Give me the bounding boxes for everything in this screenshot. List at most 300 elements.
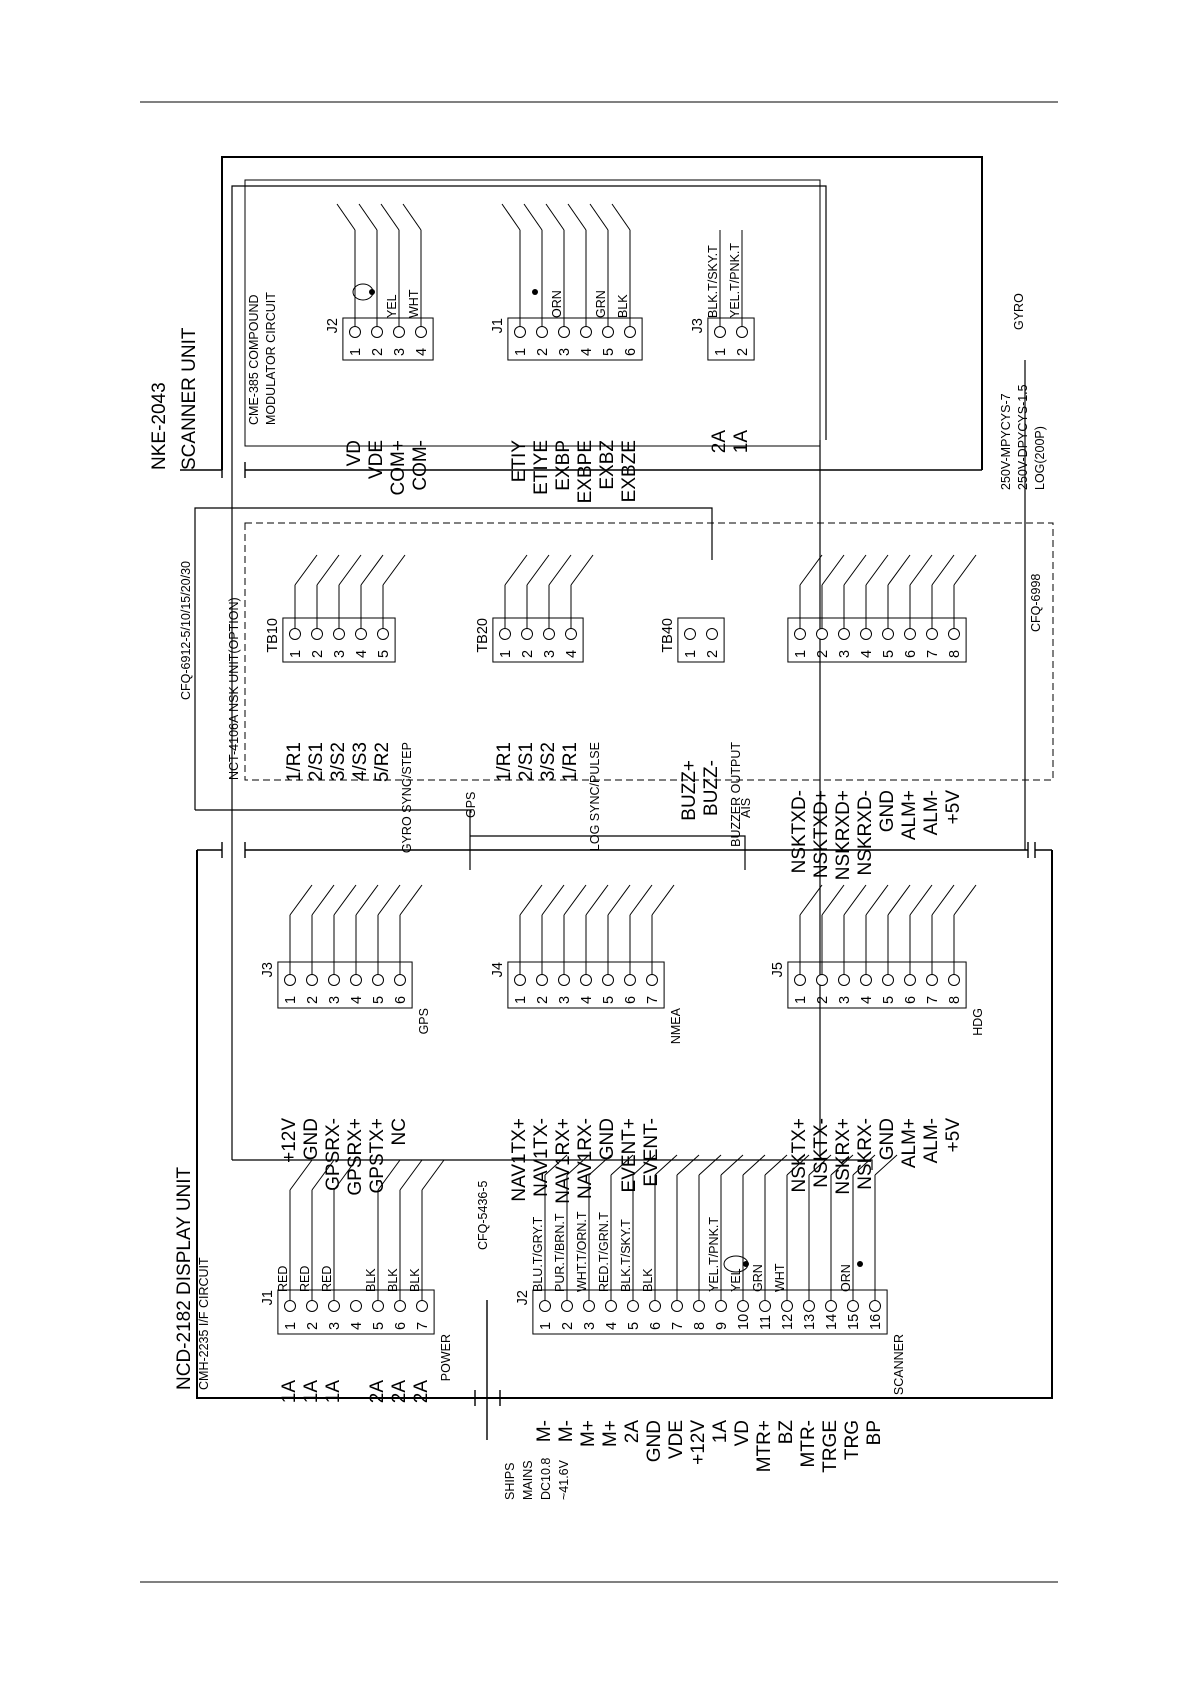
- display-j5-signal: NSKTX-: [811, 1118, 832, 1188]
- modulator-circuit-name: CME-385 COMPOUND: [247, 294, 261, 425]
- display-j2-wire-color: PUR.T/BRN.T: [553, 1213, 567, 1292]
- display-j4-signal: NAV1TX-: [531, 1118, 552, 1197]
- display-j3: [260, 885, 431, 1196]
- scanner-j1-pin-number: 2: [535, 347, 551, 356]
- nsk-tb20-terminal: [544, 629, 555, 640]
- display-j4-terminal: [647, 975, 658, 986]
- display-j5-fan: [910, 885, 932, 915]
- display-j1-terminal: [417, 1301, 428, 1312]
- nsk-tb-alarm-pin-number: 4: [859, 649, 875, 658]
- display-j2-pin-number: 11: [758, 1314, 774, 1330]
- display-j5-fan: [844, 885, 866, 915]
- display-j5-signal: +5V: [943, 1118, 964, 1153]
- display-j1-wire-color: RED: [320, 1265, 334, 1292]
- nsk-tb-alarm-signal: +5V: [943, 790, 964, 825]
- display-j2-shield-dot-2: [857, 1261, 863, 1267]
- scanner-j3-signal: 1A: [731, 430, 752, 454]
- nsk-tb-alarm-pin-number: 1: [793, 649, 809, 658]
- display-j2-wire-color: BLK: [641, 1268, 655, 1292]
- display-j4-fan: [630, 885, 652, 915]
- display-j1-wire-color: BLK: [386, 1268, 400, 1292]
- scanner-j1-terminal: [603, 327, 614, 338]
- display-j2-signal: GND: [644, 1420, 665, 1463]
- display-j1-terminal: [373, 1301, 384, 1312]
- display-j3-fan: [378, 885, 400, 915]
- scanner-j1-pin-number: 4: [579, 347, 595, 356]
- display-j3-terminal: [351, 975, 362, 986]
- scanner-j2-signal: COM+: [388, 440, 409, 496]
- nsk-tb10-terminal: [290, 629, 301, 640]
- display-j4-pin-number: 4: [579, 995, 595, 1004]
- scanner-j1-fan: [546, 204, 564, 230]
- display-j4-pin-number: 3: [557, 995, 573, 1004]
- display-j3-terminal: [307, 975, 318, 986]
- nsk-tb10-fan: [361, 555, 383, 585]
- display-j2-signal: VD: [732, 1420, 753, 1447]
- nsk-tb-alarm-signal: NSKRXD-: [855, 790, 876, 876]
- display-j2-signal: BZ: [776, 1420, 797, 1445]
- scanner-j1-fan: [590, 204, 608, 230]
- nsk-tb20-pin-number: 3: [542, 649, 558, 658]
- scanner-j2-pin-number: 4: [414, 347, 430, 356]
- scanner-j2-pin-number: 3: [392, 347, 408, 356]
- scanner-j2-terminal: [350, 327, 361, 338]
- display-j3-label: GPS: [417, 1008, 432, 1035]
- display-j2-signal: MTR-: [798, 1420, 819, 1468]
- nsk-tb-alarm-terminal: [795, 629, 806, 640]
- display-j5-terminal: [927, 975, 938, 986]
- scanner-j2-pin-number: 2: [370, 347, 386, 356]
- nsk-tb-alarm-pin-number: 7: [925, 649, 941, 658]
- nsk-tb40: [660, 618, 743, 847]
- display-j3-fan: [356, 885, 378, 915]
- scanner-j1-terminal: [581, 327, 592, 338]
- nsk-tb-alarm-terminal: [905, 629, 916, 640]
- display-j2-shield-dot: [743, 1261, 749, 1267]
- display-j4-signal: EVENT+: [619, 1118, 640, 1193]
- scanner-j3-pin-number: 2: [735, 347, 751, 356]
- scanner-j1-wire-color: GRN: [594, 290, 608, 318]
- display-j3-signal: GND: [301, 1118, 322, 1161]
- nsk-tb-alarm-pin-number: 8: [947, 649, 963, 658]
- nsk-tb-alarm-signal: NSKTXD+: [811, 790, 832, 879]
- nsk-tb40-id: TB40: [659, 618, 676, 653]
- nsk-tb10-fan: [339, 555, 361, 585]
- nsk-tb10-signal: 3/S2: [328, 742, 349, 782]
- display-j2-pin-number: 14: [824, 1313, 840, 1330]
- display-j2-signal: M+: [578, 1420, 599, 1447]
- display-j2-terminal: [870, 1301, 881, 1312]
- display-j4-terminal: [625, 975, 636, 986]
- display-j5-pin-number: 3: [837, 995, 853, 1004]
- display-j5: [770, 885, 985, 1195]
- display-j2-terminal: [540, 1301, 551, 1312]
- display-j5-pin-number: 5: [881, 995, 897, 1004]
- display-j1-pin-number: 5: [371, 1321, 387, 1330]
- display-j4-fan: [564, 885, 586, 915]
- scanner-j2-terminal: [394, 327, 405, 338]
- nsk-tb20-signal: 1/R1: [560, 742, 581, 783]
- display-j4-signal: EVENT-: [641, 1118, 662, 1187]
- display-j2-terminal: [606, 1301, 617, 1312]
- scanner-j1-fan: [568, 204, 586, 230]
- display-j1-wire-color: BLK: [364, 1268, 378, 1292]
- display-j5-pin-number: 7: [925, 995, 941, 1004]
- display-j2-terminal: [738, 1301, 749, 1312]
- scanner-j1-terminal: [537, 327, 548, 338]
- nsk-tb20-id: TB20: [474, 618, 491, 653]
- display-j1-label: POWER: [439, 1334, 454, 1382]
- scanner-j2-terminal: [416, 327, 427, 338]
- display-j2-signal: TRG: [842, 1420, 863, 1461]
- scanner-j3-pin-number: 1: [713, 347, 729, 356]
- gps-cable-label: GPS: [464, 791, 478, 818]
- display-j1-wire-color: RED: [298, 1265, 312, 1292]
- nsk-tb-alarm-fan: [822, 555, 844, 585]
- display-j2-wire-color: BLK.T/SKY.T: [619, 1219, 633, 1292]
- scanner-cable-label: CFQ-6912-5/10/15/20/30: [179, 561, 193, 700]
- display-j2-terminal: [782, 1301, 793, 1312]
- nsk-tb10-terminal: [312, 629, 323, 640]
- display-j5-pin-number: 4: [859, 995, 875, 1004]
- display-j2-pin-number: 5: [626, 1321, 642, 1330]
- nsk-tb10-pin-number: 2: [310, 649, 326, 658]
- scanner-j1-signal: EXBP: [553, 440, 574, 491]
- nsk-tb20-signal: 1/R1: [494, 742, 515, 783]
- nsk-tb-alarm-terminal: [817, 629, 828, 640]
- ais-link: [470, 836, 745, 870]
- display-j5-signal: NSKTX+: [789, 1118, 810, 1193]
- scanner-j1-wire-color: ORN: [550, 290, 564, 318]
- display-j5-terminal: [861, 975, 872, 986]
- display-j5-pin-number: 1: [793, 995, 809, 1004]
- display-j1-signal: 1A: [323, 1380, 344, 1404]
- nsk-tb10-pin-number: 3: [332, 649, 348, 658]
- scanner-j2-id: J2: [324, 318, 341, 334]
- nsk-tb10-pin-number: 4: [354, 649, 370, 658]
- display-j3-pin-number: 6: [393, 995, 409, 1004]
- scanner-j2-fan: [403, 204, 421, 230]
- scanner-j1-shield-dot: [532, 289, 538, 295]
- display-j3-terminal: [285, 975, 296, 986]
- nsk-tb10: [265, 555, 414, 853]
- display-j1-signal: 1A: [279, 1380, 300, 1404]
- scanner-unit-model: NKE-2043: [149, 382, 170, 470]
- nsk-tb40-terminal: [685, 629, 696, 640]
- display-j2-terminal: [628, 1301, 639, 1312]
- display-j2-wire-color: YEL.T/PNK.T: [707, 1216, 721, 1292]
- display-j3-signal: +12V: [279, 1118, 300, 1163]
- display-j5-label: HDG: [971, 1008, 986, 1036]
- nsk-tb10-fan: [383, 555, 405, 585]
- scanner-j3-signal: 2A: [709, 430, 730, 454]
- scanner-j3-id: J3: [689, 318, 706, 334]
- nsk-tb10-signal: 5/R2: [372, 742, 393, 783]
- display-j4-terminal: [559, 975, 570, 986]
- display-j3-pin-number: 3: [327, 995, 343, 1004]
- nsk-cable-label: CFQ-6998: [1029, 573, 1043, 632]
- nsk-tb20-signal: 2/S1: [516, 742, 537, 782]
- display-j2-pin-number: 12: [780, 1313, 796, 1330]
- scanner-j1-terminal: [559, 327, 570, 338]
- scanner-j2-fan: [359, 204, 377, 230]
- scanner-j1-id: J1: [489, 318, 506, 334]
- display-j5-terminal: [905, 975, 916, 986]
- scanner-j1-pin-number: 3: [557, 347, 573, 356]
- scanner-j1: [490, 204, 642, 503]
- nsk-tb-alarm-terminal: [839, 629, 850, 640]
- nsk-tb-alarm-fan: [954, 555, 976, 585]
- display-j2-wire-color: WHT: [773, 1263, 787, 1292]
- display-j5-pin-number: 8: [947, 995, 963, 1004]
- nsk-tb-alarm-fan: [910, 555, 932, 585]
- display-j4-pin-number: 5: [601, 995, 617, 1004]
- display-j2-wire-color: RED.T/GRN.T: [597, 1212, 611, 1292]
- nsk-tb40-terminal: [707, 629, 718, 640]
- display-j2-fan: [743, 1155, 765, 1175]
- display-j3-signal: GPSTX+: [367, 1118, 388, 1194]
- display-j2-pin-number: 1: [538, 1321, 554, 1330]
- display-j5-pin-number: 2: [815, 995, 831, 1004]
- display-j2-terminal: [760, 1301, 771, 1312]
- scanner-j2: [325, 204, 433, 495]
- nsk-tb-alarm-pin-number: 2: [815, 649, 831, 658]
- nsk-tb-alarm-signal: NSKTXD-: [789, 790, 810, 874]
- nsk-tb10-fan: [295, 555, 317, 585]
- display-j2-wire-color: YEL: [729, 1268, 743, 1292]
- scanner-j1-signal: EXBZE: [619, 440, 640, 503]
- display-j3-signal: GPSRX+: [345, 1118, 366, 1196]
- display-j4-pin-number: 7: [645, 995, 661, 1004]
- nsk-tb-alarm-fan: [800, 555, 822, 585]
- display-j2-terminal: [804, 1301, 815, 1312]
- nsk-tb-alarm-fan: [888, 555, 910, 585]
- nsk-tb20: [475, 555, 602, 851]
- scanner-unit-title: SCANNER UNIT: [179, 327, 200, 470]
- display-j5-signal: GND: [877, 1118, 898, 1161]
- display-j2-fan: [677, 1155, 699, 1175]
- display-j3-pin-number: 2: [305, 995, 321, 1004]
- display-j1-terminal: [285, 1301, 296, 1312]
- display-j1-wire-color: BLK: [408, 1268, 422, 1292]
- display-j2-fan: [765, 1155, 787, 1175]
- nsk-tb20-fan: [505, 555, 527, 585]
- display-j2-terminal: [584, 1301, 595, 1312]
- display-j1-wire-color: RED: [276, 1265, 290, 1292]
- nsk-tb40-signal: BUZZ+: [679, 760, 700, 821]
- scanner-j1-fan: [612, 204, 630, 230]
- display-j2-signal: M-: [556, 1420, 577, 1443]
- display-j4-pin-number: 2: [535, 995, 551, 1004]
- display-j1-fan: [290, 1160, 312, 1190]
- display-unit-circuit: CMH-2235 I/F CIRCUIT: [197, 1257, 211, 1390]
- display-j2-terminal: [826, 1301, 837, 1312]
- nsk-tb20-pin-number: 2: [520, 649, 536, 658]
- display-j5-terminal: [795, 975, 806, 986]
- nsk-tb-alarm-fan: [866, 555, 888, 585]
- display-j5-fan: [800, 885, 822, 915]
- display-j2-terminal: [650, 1301, 661, 1312]
- display-j1-signal: 2A: [367, 1380, 388, 1404]
- scanner-j1-pin-number: 1: [513, 347, 529, 356]
- display-j5-fan: [954, 885, 976, 915]
- nsk-tb40-signal: BUZZ-: [701, 760, 722, 816]
- display-j4-terminal: [603, 975, 614, 986]
- nsk-unit-title: NCT-4106A NSK UNIT(OPTION): [227, 597, 241, 780]
- display-j4-pin-number: 1: [513, 995, 529, 1004]
- display-j3-signal: GPSRX-: [323, 1118, 344, 1191]
- scanner-j3-wire-color: BLK.T/SKY.T: [706, 245, 720, 318]
- scanner-j2-wire-color: YEL: [385, 294, 399, 318]
- scanner-j3-terminal: [737, 327, 748, 338]
- nsk-tb10-pin-number: 1: [288, 649, 304, 658]
- display-j4-signal: NAV1RX-: [575, 1118, 596, 1199]
- gyro-cable-label-1: 250V-MPYCYS-7: [999, 393, 1013, 490]
- scanner-j3-wire-color: YEL.T/PNK.T: [728, 242, 742, 318]
- display-j1-id: J1: [259, 1290, 276, 1306]
- display-j5-terminal: [883, 975, 894, 986]
- scanner-j2-signal: COM-: [410, 440, 431, 491]
- ships-mains-label: DC10.8: [539, 1457, 553, 1500]
- display-j4-fan: [542, 885, 564, 915]
- display-j2-signal: BP: [864, 1420, 885, 1446]
- scanner-j3: [690, 230, 754, 453]
- display-j2-pin-number: 16: [868, 1313, 884, 1330]
- nsk-tb-alarm-signal: ALM+: [899, 790, 920, 841]
- display-j2-pin-number: 15: [846, 1313, 862, 1330]
- display-j2-signal: VDE: [666, 1420, 687, 1460]
- display-j1-pin-number: 3: [327, 1321, 343, 1330]
- display-j3-fan: [312, 885, 334, 915]
- display-j2-pin-number: 10: [736, 1313, 752, 1330]
- display-j1-signal: 2A: [411, 1380, 432, 1404]
- scanner-j2-signal: VD: [344, 440, 365, 467]
- mains-entry: [475, 1300, 500, 1440]
- display-j1-signal: 2A: [389, 1380, 410, 1404]
- gyro-cable-label-2: 250V-DPYCYS-1.5: [1016, 384, 1030, 490]
- display-j2-pin-number: 2: [560, 1321, 576, 1330]
- nsk-tb-alarm-pin-number: 6: [903, 649, 919, 658]
- scanner-j1-terminal: [515, 327, 526, 338]
- nsk-tb-alarm-signal: NSKRXD+: [833, 790, 854, 881]
- nsk-tb20-signal: 3/S2: [538, 742, 559, 782]
- nsk-tb10-signal: 2/S1: [306, 742, 327, 782]
- display-j4-fan: [520, 885, 542, 915]
- scanner-cable-route: [232, 440, 872, 1170]
- display-j4-fan: [586, 885, 608, 915]
- display-j1-terminal: [307, 1301, 318, 1312]
- gps-link: [195, 508, 712, 870]
- display-j1-fan: [422, 1160, 444, 1190]
- display-j2-signal: M-: [534, 1420, 555, 1443]
- display-j2-terminal: [672, 1301, 683, 1312]
- display-j5-id: J5: [769, 962, 786, 978]
- nsk-tb20-terminal: [522, 629, 533, 640]
- display-j5-terminal: [839, 975, 850, 986]
- nsk-tb-alarm-pin-number: 3: [837, 649, 853, 658]
- display-j2-terminal: [694, 1301, 705, 1312]
- scanner-j2-pin-number: 1: [348, 347, 364, 356]
- scanner-j1-pin-number: 6: [623, 347, 639, 356]
- display-j4-label: NMEA: [669, 1008, 684, 1045]
- display-j2-wire-color: BLU.T/GRY.T: [531, 1216, 545, 1292]
- display-j3-signal: NC: [389, 1118, 410, 1146]
- scanner-j1-signal: ETIYE: [531, 440, 552, 495]
- nsk-tb20-label: LOG SYNC/PULSE: [588, 742, 603, 852]
- scanner-j1-pin-number: 5: [601, 347, 617, 356]
- nsk-tb20-fan: [527, 555, 549, 585]
- display-j4-pin-number: 6: [623, 995, 639, 1004]
- scanner-j1-wire-color: BLK: [616, 294, 630, 318]
- nsk-tb10-signal: 1/R1: [284, 742, 305, 783]
- gyro-label: GYRO: [1012, 293, 1026, 330]
- power-cable-label: CFQ-5436-5: [476, 1180, 490, 1250]
- display-j5-signal: ALM-: [921, 1118, 942, 1164]
- display-j3-fan: [290, 885, 312, 915]
- nsk-tb40-pin-number: 2: [705, 649, 721, 658]
- display-j2-id: J2: [514, 1290, 531, 1306]
- display-j2-signal: 1A: [710, 1420, 731, 1444]
- display-j2-terminal: [716, 1301, 727, 1312]
- display-unit-top-line: [197, 842, 1052, 858]
- display-j5-fan: [932, 885, 954, 915]
- nsk-tb10-terminal: [356, 629, 367, 640]
- nsk-tb40-label: BUZZER OUTPUT: [729, 742, 744, 847]
- display-j2-label: SCANNER: [892, 1334, 907, 1396]
- display-j2-pin-number: 3: [582, 1321, 598, 1330]
- modulator-circuit-name-2: MODULATOR CIRCUIT: [264, 292, 278, 425]
- display-j2-pin-number: 6: [648, 1321, 664, 1330]
- display-j5-signal: NSKRX+: [833, 1118, 854, 1195]
- nsk-tb10-terminal: [334, 629, 345, 640]
- scanner-j3-terminal: [715, 327, 726, 338]
- nsk-tb10-fan: [317, 555, 339, 585]
- nsk-tb10-signal: 4/S3: [350, 742, 371, 782]
- nsk-tb20-terminal: [500, 629, 511, 640]
- display-j1-pin-number: 1: [283, 1321, 299, 1330]
- display-unit-title: NCD-2182 DISPLAY UNIT: [174, 1166, 195, 1390]
- display-j5-pin-number: 6: [903, 995, 919, 1004]
- display-j4-fan: [652, 885, 674, 915]
- display-j1-terminal: [329, 1301, 340, 1312]
- nsk-tb-alarm-fan: [932, 555, 954, 585]
- nsk-tb10-pin-number: 5: [376, 649, 392, 658]
- nsk-tb10-terminal: [378, 629, 389, 640]
- nsk-tb-alarm-terminal: [949, 629, 960, 640]
- display-j2-signal: M+: [600, 1420, 621, 1447]
- display-j3-id: J3: [259, 962, 276, 978]
- display-j4-terminal: [515, 975, 526, 986]
- display-j5-signal: NSKRX-: [855, 1118, 876, 1190]
- display-j2-pin-number: 7: [670, 1321, 686, 1330]
- display-j3-pin-number: 5: [371, 995, 387, 1004]
- scanner-j1-signal: EXBZ: [597, 440, 618, 490]
- nsk-tb10-id: TB10: [264, 618, 281, 653]
- scanner-j1-signal: ETIY: [509, 440, 530, 483]
- display-j1-pin-number: 7: [415, 1321, 431, 1330]
- display-j2-pin-number: 13: [802, 1313, 818, 1330]
- display-j3-terminal: [373, 975, 384, 986]
- display-j2-wire-color: WHT.T/ORN.T: [575, 1211, 589, 1292]
- display-j2-pin-number: 4: [604, 1321, 620, 1330]
- log-cable-label: LOG(200P): [1033, 426, 1047, 490]
- scanner-j2-wire-color: WHT: [407, 289, 421, 318]
- nsk-tb10-label: GYRO SYNC/STEP: [400, 742, 415, 854]
- scanner-j2-terminal: [372, 327, 383, 338]
- scanner-j2-fan: [381, 204, 399, 230]
- display-j3-terminal: [329, 975, 340, 986]
- display-j2-signal: TRGE: [820, 1420, 841, 1473]
